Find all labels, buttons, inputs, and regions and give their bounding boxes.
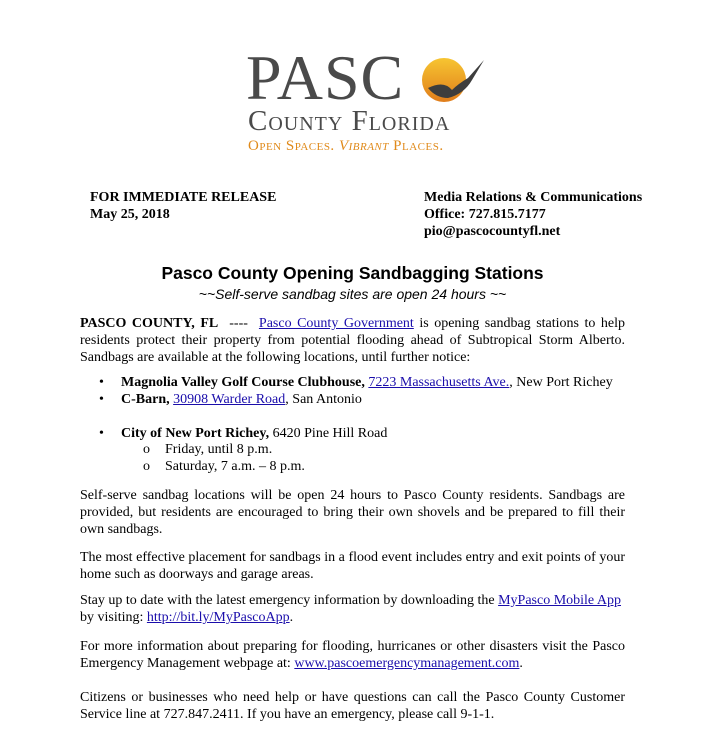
app-paragraph (80, 592, 625, 626)
contact-header (424, 189, 642, 240)
bullet-icon: • (99, 426, 104, 441)
location-name: City of New Port Richey, (121, 426, 270, 441)
app-text: Stay up to date with the latest emergency information by downloading the (80, 593, 499, 608)
logo-wordmark: PASC (246, 42, 405, 113)
sun-heron-icon (414, 54, 486, 110)
hours-text: Saturday, 7 a.m. – 8 p.m. (165, 459, 305, 474)
pasco-county-logo (246, 42, 526, 158)
emergency-mgmt-link[interactable]: www.pascoemergencymanagement.com (294, 656, 520, 671)
dateline-separator: ---- (218, 316, 259, 331)
contact-dept: Media Relations & Communications (424, 190, 643, 205)
contact-email: pio@pascocountyfl.net (424, 224, 561, 239)
logo-tagline (248, 138, 444, 154)
location-address-link[interactable]: 7223 Massachusetts Ave. (368, 375, 510, 390)
app-text-2: by visiting: (80, 610, 147, 625)
intro-paragraph (80, 315, 625, 366)
tagline-part3: Places. (388, 138, 444, 154)
placement-paragraph: The most effective placement for sandbags in a flood event includes entry and exit points of your home such as doorways and garage areas. (80, 550, 625, 582)
press-release-title: Pasco County Opening Sandbagging Stations (161, 263, 544, 283)
tagline-part1: Open Spaces. (248, 138, 339, 154)
release-label: FOR IMMEDIATE RELEASE (90, 190, 277, 205)
customer-service-paragraph: Citizens or businesses who need help or have questions can call the Pasco County Customer Service line at 727.847.2411. If you have an emergency, please call 9-1-1. (80, 690, 625, 722)
hours-item (143, 458, 305, 475)
emergency-mgmt-paragraph (80, 638, 625, 672)
sub-bullet-icon: o (143, 442, 150, 457)
intro-text: is opening sandbag stations to help residents protect their property from potential flooding ahead of Subtropical Storm Alberto. Sandbags are available at the following locations, until further notice: (80, 316, 625, 365)
location-name: C-Barn, (121, 392, 170, 407)
hours-item (143, 441, 273, 458)
release-date: May 25, 2018 (90, 207, 170, 222)
mypasco-url-link[interactable]: http://bit.ly/MyPascoApp (146, 610, 290, 625)
bullet-icon: • (99, 392, 104, 407)
dateline: PASCO COUNTY, FL (80, 316, 219, 331)
pasco-government-link[interactable]: Pasco County Government (258, 316, 414, 331)
location-city: , New Port Richey (509, 375, 613, 390)
emergency-text: For more information about preparing for flooding, hurricanes or other disasters visit the Pasco Emergency Management webpage at: (80, 639, 625, 671)
emergency-text-end: . (519, 656, 523, 671)
sub-bullet-icon: o (143, 459, 150, 474)
location-name: Magnolia Valley Golf Course Clubhouse, (121, 375, 365, 390)
logo-county-text: County Florida (248, 105, 451, 137)
bullet-icon: • (99, 375, 104, 390)
mypasco-app-link[interactable]: MyPasco Mobile App (498, 593, 621, 608)
contact-phone: Office: 727.815.7177 (424, 207, 546, 222)
release-header (90, 189, 276, 223)
location-address: 6420 Pine Hill Road (269, 426, 388, 441)
self-serve-paragraph: Self-serve sandbag locations will be open 24 hours to Pasco County residents. Sandbags are provided, but residents are encouraged to bring their own shovels and be prepared to fill their own sandbags. (80, 488, 625, 537)
tagline-part2: Vibrant (338, 138, 389, 154)
location-city: , San Antonio (285, 392, 362, 407)
app-text-end: . (289, 610, 294, 625)
press-release-subtitle: ~~Self-serve sandbag sites are open 24 hours ~~ (198, 286, 507, 302)
location-address-link[interactable]: 30908 Warder Road (173, 392, 286, 407)
hours-text: Friday, until 8 p.m. (165, 442, 273, 457)
